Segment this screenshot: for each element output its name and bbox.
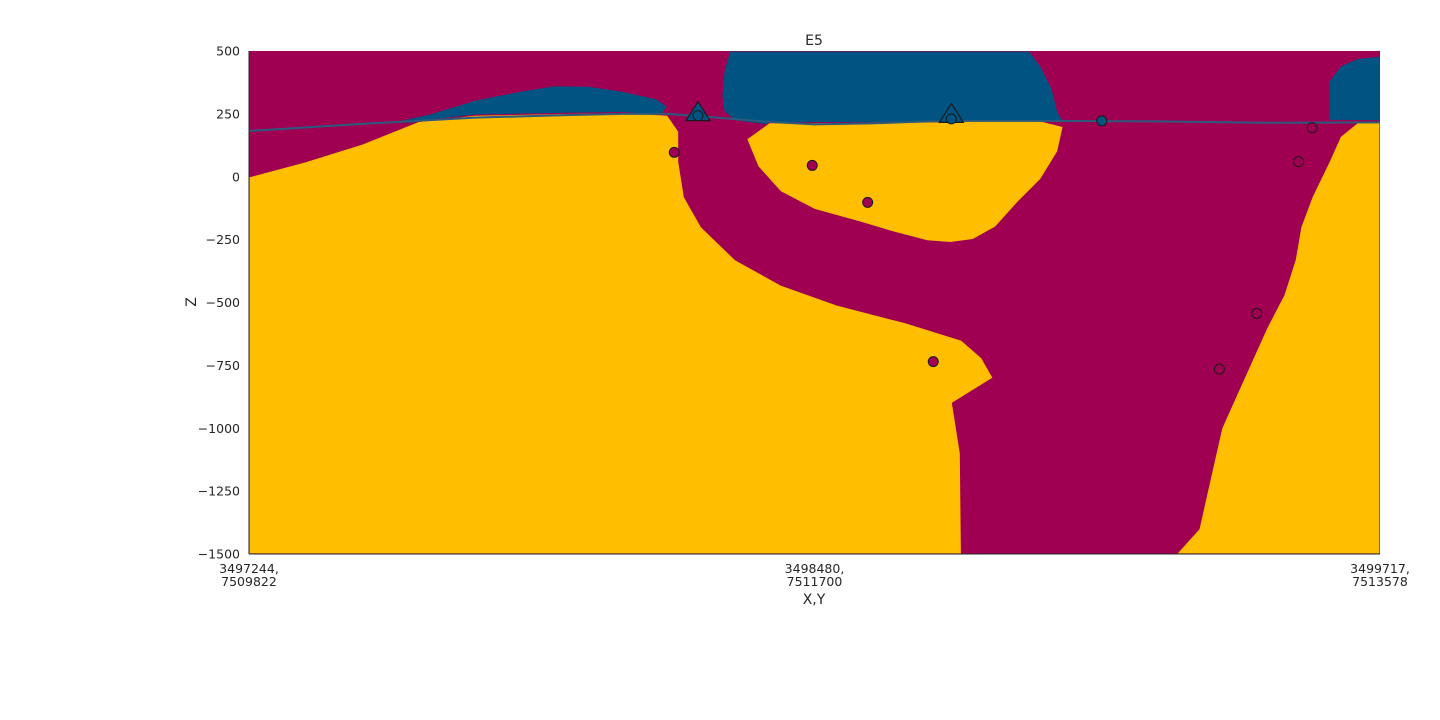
x-tick-label: 3498480, bbox=[784, 561, 845, 576]
x-tick-label: 3497244, bbox=[219, 561, 279, 576]
x-tick-label: 7513578 bbox=[1352, 574, 1408, 589]
x-ticks bbox=[219, 561, 1410, 589]
y-tick-label: 500 bbox=[216, 43, 240, 59]
observation-point bbox=[693, 111, 703, 121]
y-tick-label: −250 bbox=[205, 232, 240, 248]
y-tick-label: −750 bbox=[205, 357, 240, 373]
y-tick-label: 0 bbox=[232, 169, 240, 185]
x-tick-label: 7509822 bbox=[221, 574, 277, 589]
y-tick-label: −1250 bbox=[197, 483, 240, 499]
y-ticks bbox=[198, 44, 240, 562]
observation-point bbox=[669, 147, 679, 157]
observation-point bbox=[1252, 308, 1262, 318]
observation-point bbox=[863, 197, 873, 207]
observation-point bbox=[928, 357, 938, 367]
observation-point bbox=[1294, 157, 1304, 167]
x-axis-title: X,Y bbox=[802, 592, 826, 608]
observation-point bbox=[807, 160, 817, 170]
observation-point bbox=[1214, 364, 1224, 374]
x-tick-label: 3499717, bbox=[1350, 561, 1410, 576]
y-tick-label: −500 bbox=[205, 295, 240, 310]
observation-point bbox=[1097, 116, 1107, 126]
y-axis-title: Z bbox=[184, 297, 200, 307]
y-tick-label: −1500 bbox=[197, 546, 240, 562]
x-tick-label: 7511700 bbox=[786, 574, 843, 589]
observation-point bbox=[1307, 123, 1317, 133]
y-tick-label: 250 bbox=[216, 106, 240, 122]
y-tick-label: −1000 bbox=[197, 420, 240, 436]
blue-unit-region-2 bbox=[722, 51, 1064, 127]
observation-point bbox=[946, 114, 956, 124]
chart-title: E5 bbox=[805, 33, 823, 49]
